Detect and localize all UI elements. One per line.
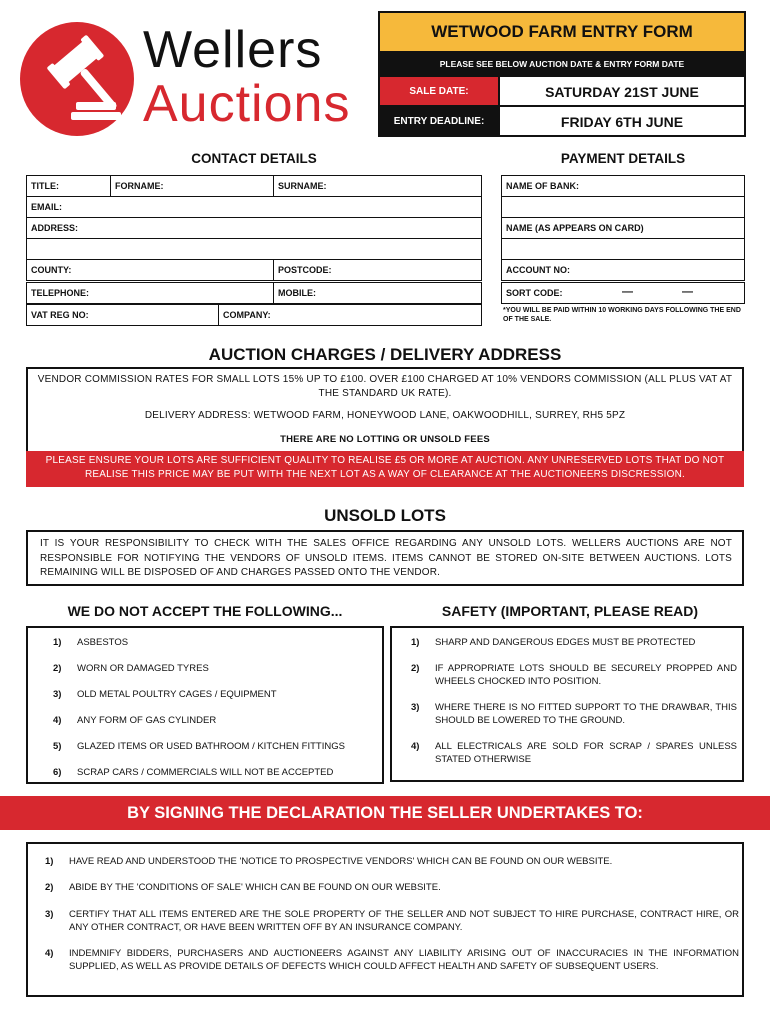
sale-date-row: [380, 77, 744, 107]
auction-charges-title: AUCTION CHARGES / DELIVERY ADDRESS: [208, 345, 562, 364]
list-item-number: 4): [53, 715, 62, 726]
list-item-number: 5): [53, 741, 62, 752]
safety-title: SAFETY (IMPORTANT, PLEASE READ): [441, 603, 699, 619]
list-item-number: 3): [45, 909, 54, 920]
company-field[interactable]: COMPANY:: [218, 304, 482, 326]
list-item-number: 3): [411, 702, 420, 713]
sort-code-field[interactable]: [501, 282, 745, 304]
list-item-number: 4): [45, 948, 54, 959]
list-item-text: SHARP AND DANGEROUS EDGES MUST BE PROTECTED: [435, 637, 696, 648]
list-item-text: IF APPROPRIATE LOTS SHOULD BE SECURELY PROPPED AND WHEELS CHOCKED INTO POSITION.: [435, 663, 737, 687]
postcode-field[interactable]: POSTCODE:: [273, 259, 482, 281]
card-name-field[interactable]: NAME (AS APPEARS ON CARD): [501, 217, 745, 239]
logo-wordmark-auctions: Auctions: [143, 75, 351, 133]
list-item-text: WORN OR DAMAGED TYRES: [77, 663, 209, 674]
contact-details-title: CONTACT DETAILS: [191, 151, 317, 166]
list-item-text: ANY FORM OF GAS CYLINDER: [77, 715, 217, 726]
sale-date-label: SALE DATE:: [380, 77, 498, 105]
declaration-banner: BY SIGNING THE DECLARATION THE SELLER UNDERTAKES TO:: [0, 796, 770, 830]
not-accepted-title: WE DO NOT ACCEPT THE FOLLOWING...: [67, 603, 343, 619]
bank-name-field[interactable]: NAME OF BANK:: [501, 175, 745, 197]
mobile-field[interactable]: MOBILE:: [273, 282, 482, 304]
list-item-number: 6): [53, 767, 62, 778]
email-field[interactable]: EMAIL:: [26, 196, 482, 218]
list-item-text: ASBESTOS: [77, 637, 129, 648]
list-item-text: OLD METAL POULTRY CAGES / EQUIPMENT: [77, 689, 277, 700]
not-accepted-box: [26, 626, 384, 784]
list-item-number: 2): [45, 882, 54, 893]
logo-wordmark-wellers: Wellers: [143, 21, 323, 79]
quality-warning: PLEASE ENSURE YOUR LOTS ARE SUFFICIENT QUALITY TO REALISE £5 OR MORE AT AUCTION. ANY UNRESERVED LOTS THAT DO NOT REALISE THIS PRICE MAY BE PUT WITH THE NEXT LOT AS A WAY OF CLEARANCE AT THE AUCTIONEERS DISCRESSION.: [26, 451, 744, 487]
entry-deadline-row: [380, 107, 744, 137]
card-name-field-line-2[interactable]: [501, 238, 745, 260]
unsold-lots-text: IT IS YOUR RESPONSIBILITY TO CHECK WITH THE SALES OFFICE REGARDING ANY UNSOLD LOTS. WELLERS AUCTIONS ARE NOT RESPONSIBLE FOR NOTIFYING THE VENDORS OF UNSOLD ITEMS. ITEMS CANNOT BE STORED ON-SITE BETWEEN AUCTIONS. LOTS REMAINING WILL BE DISPOSED OF AND CHARGES PASSED ONTO THE VENDOR.: [40, 538, 732, 578]
sort-code-separator-2: —: [682, 286, 693, 298]
list-item-number: 1): [411, 637, 420, 648]
list-item-text: INDEMNIFY BIDDERS, PURCHASERS AND AUCTIONEERS AGAINST ANY LIABILITY ARISING OUT OF INACCURACIES IN THE INFORMATION SUPPLIED, AS WELL AS PROVIDE DETAILS OF DEFECTS WHICH COULD AFFECT HEALTH AND SAFETY OF SUBSEQUENT USERS.: [69, 948, 739, 972]
forename-field[interactable]: FORNAME:: [110, 175, 274, 197]
auction-charges-box: [26, 367, 744, 487]
surname-field[interactable]: SURNAME:: [273, 175, 482, 197]
unsold-lots-box: [26, 530, 744, 586]
list-item-text: SCRAP CARS / COMMERCIALS WILL NOT BE ACCEPTED: [77, 767, 334, 778]
no-fees-text: THERE ARE NO LOTTING OR UNSOLD FEES: [280, 434, 490, 445]
list-item-number: 1): [45, 856, 54, 867]
form-subtitle: PLEASE SEE BELOW AUCTION DATE & ENTRY FORM DATE: [380, 51, 744, 77]
unsold-lots-title: UNSOLD LOTS: [324, 506, 446, 525]
list-item-number: 1): [53, 637, 62, 648]
sort-code-label: SORT CODE:: [506, 288, 563, 298]
vat-reg-field[interactable]: VAT REG NO:: [26, 304, 219, 326]
sale-date-value: SATURDAY 21ST JUNE: [498, 77, 744, 105]
list-item-text: GLAZED ITEMS OR USED BATHROOM / KITCHEN FITTINGS: [77, 741, 345, 752]
telephone-field[interactable]: TELEPHONE:: [26, 282, 274, 304]
list-item-number: 2): [53, 663, 62, 674]
safety-box: [390, 626, 744, 782]
list-item-number: 4): [411, 741, 420, 752]
delivery-address-text: DELIVERY ADDRESS: WETWOOD FARM, HONEYWOOD LANE, OAKWOODHILL, SURREY, RH5 5PZ: [144, 410, 626, 421]
form-title: WETWOOD FARM ENTRY FORM: [380, 13, 744, 51]
sort-code-separator-1: —: [622, 286, 633, 298]
account-number-field[interactable]: ACCOUNT NO:: [501, 259, 745, 281]
address-field-line-2[interactable]: [26, 238, 482, 260]
entry-deadline-value: FRIDAY 6TH JUNE: [498, 107, 744, 137]
commission-text: VENDOR COMMISSION RATES FOR SMALL LOTS 15% UP TO £100. OVER £100 CHARGED AT 10% VENDORS COMMISSION (ALL PLUS VAT AT THE STANDARD UK RATE).: [37, 374, 733, 399]
gavel-logo-icon: [18, 20, 136, 138]
list-item-text: WHERE THERE IS NO FITTED SUPPORT TO THE DRAWBAR, THIS SHOULD BE LOWERED TO THE GROUND.: [435, 702, 737, 726]
bank-name-field-line-2[interactable]: [501, 196, 745, 218]
list-item-number: 3): [53, 689, 62, 700]
address-field[interactable]: ADDRESS:: [26, 217, 482, 239]
list-item-text: ABIDE BY THE 'CONDITIONS OF SALE' WHICH CAN BE FOUND ON OUR WEBSITE.: [69, 882, 441, 893]
list-item-text: CERTIFY THAT ALL ITEMS ENTERED ARE THE SOLE PROPERTY OF THE SELLER AND NOT SUBJECT TO HIRE PURCHASE, CONTRACT HIRE, OR ANY OTHER CONTRACT, OR HAVE BEEN WRITTEN OFF BY AN INSURANCE COMPANY.: [69, 909, 739, 933]
payment-note: *YOU WILL BE PAID WITHIN 10 WORKING DAYS FOLLOWING THE END OF THE SALE.: [503, 307, 741, 323]
entry-deadline-label: ENTRY DEADLINE:: [380, 107, 498, 137]
entry-form-header: [378, 11, 746, 137]
title-field[interactable]: TITLE:: [26, 175, 111, 197]
county-field[interactable]: COUNTY:: [26, 259, 274, 281]
list-item-text: ALL ELECTRICALS ARE SOLD FOR SCRAP / SPARES UNLESS STATED OTHERWISE: [435, 741, 737, 765]
payment-details-title: PAYMENT DETAILS: [560, 151, 686, 166]
list-item-text: HAVE READ AND UNDERSTOOD THE 'NOTICE TO PROSPECTIVE VENDORS' WHICH CAN BE FOUND ON OUR WEBSITE.: [69, 856, 613, 867]
declaration-box: [26, 842, 744, 997]
list-item-number: 2): [411, 663, 420, 674]
